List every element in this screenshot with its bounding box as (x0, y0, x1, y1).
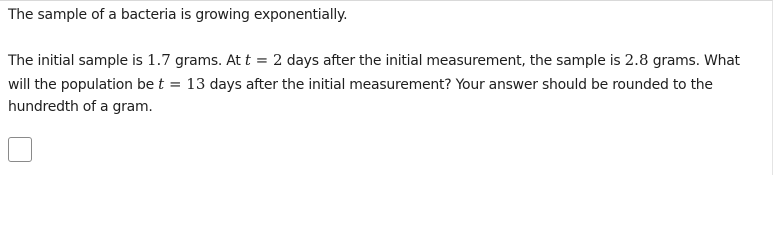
first-time-value: 2 (272, 51, 283, 69)
question-text (8, 49, 764, 119)
answer-input[interactable] (8, 137, 32, 162)
equals-sign: = (250, 51, 273, 69)
time-variable: t (244, 51, 251, 69)
question-text-part-1: The initial sample is (8, 53, 147, 69)
intro-text: The sample of a bacteria is growing exponentially. (8, 7, 348, 23)
time-variable: t (158, 74, 165, 93)
question-text-part-3: days after the initial measurement, the sample is (282, 53, 625, 69)
question-text-part-5: days after the initial measurement? Your answer should be rounded to the hundredth of a gram. (8, 76, 713, 115)
question-text-part-4: grams. What will the population be (8, 53, 740, 93)
equals-sign: = (164, 74, 187, 93)
question-text-part-2: grams. At (170, 53, 245, 69)
target-time-value: 13 (186, 74, 206, 93)
measured-sample-value: 2.8 (624, 51, 649, 69)
initial-sample-value: 1.7 (146, 51, 171, 69)
